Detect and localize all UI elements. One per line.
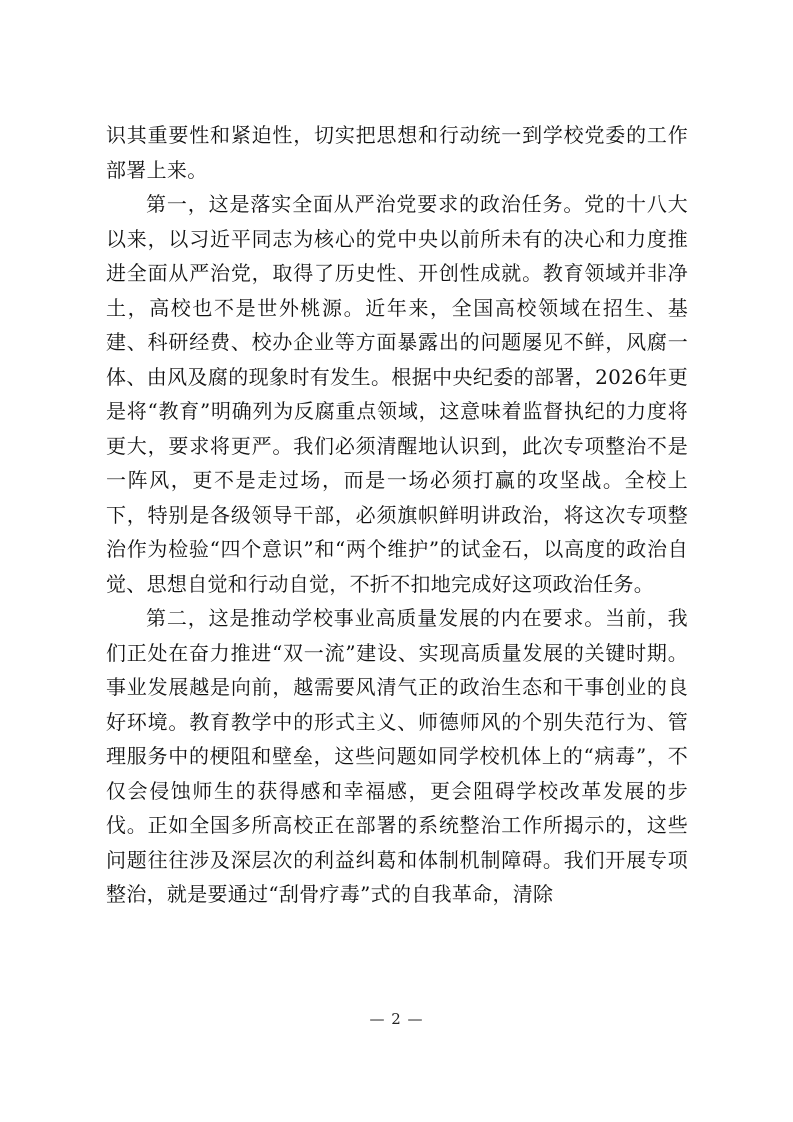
page-number: — 2 — bbox=[369, 1010, 424, 1028]
paragraph-continuation: 识其重要性和紧迫性，切实把思想和行动统一到学校党委的工作部署上来。 bbox=[106, 123, 688, 182]
paragraph-first-point: 第一，这是落实全面从严治党要求的政治任务。党的十八大以来，以习近平同志为核心的党中央以前所未有的决心和力度推进全面从严治党，取得了历史性、开创性成就。教育领域并非净土，高校也不是世外桃源。近年来，全国高校领域在招生、基建、科研经费、校办企业等方面暴露出的问题屡见不鲜，风腐一体、由风及腐的现象时有发生。根据中央纪委的部署，2026年更是将“教育”明确列为反腐重点领域，这意味着监督执纪的力度将更大，要求将更严。我们必须清醒地认识到，此次专项整治不是一阵风，更不是走过场，而是一场必须打赢的攻坚战。全校上下，特别是各级领导干部，必须旗帜鲜明讲政治，将这次专项整治作为检验“四个意识”和“两个维护”的试金石，以高度的政治自觉、思想自觉和行动自觉，不折不扣地完成好这项政治任务。 bbox=[106, 192, 688, 596]
paragraph-second-point: 第二，这是推动学校事业高质量发展的内在要求。当前，我们正处在奋力推进“双一流”建设、实现高质量发展的关键时期。事业发展越是向前，越需要风清气正的政治生态和干事创业的良好环境。教育教学中的形式主义、师德师风的个别失范行为、管理服务中的梗阻和壁垒，这些问题如同学校机体上的“病毒”，不仅会侵蚀师生的获得感和幸福感，更会阻碍学校改革发展的步伐。正如全国多所高校正在部署的系统整治工作所揭示的，这些问题往往涉及深层次的利益纠葛和体制机制障碍。我们开展专项整治，就是要通过“刮骨疗毒”式的自我革命，清除 bbox=[106, 606, 688, 906]
body-text bbox=[106, 118, 688, 912]
